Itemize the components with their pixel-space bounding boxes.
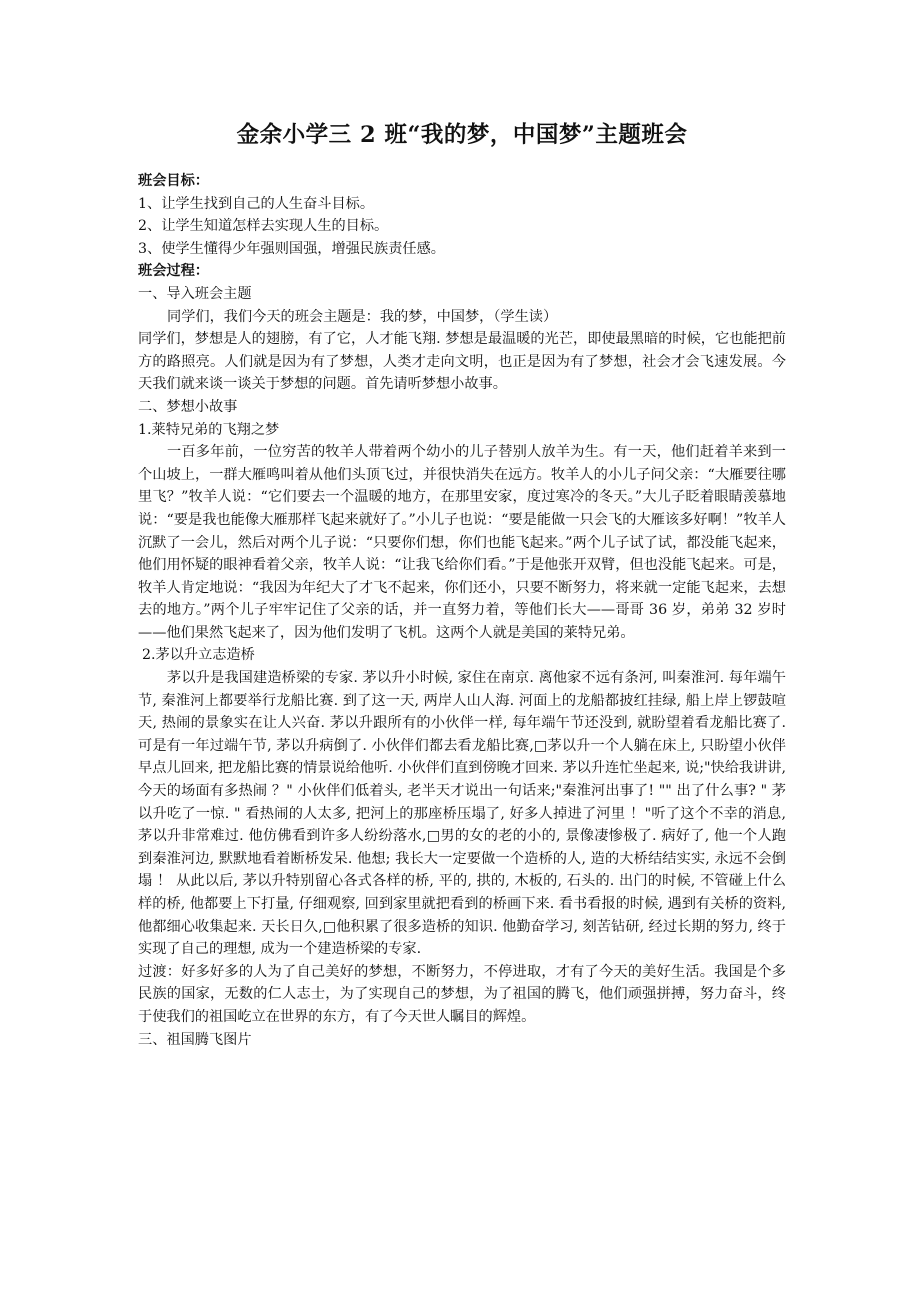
goal-item-3: 3、使学生懂得少年强则国强，增强民族责任感。 [138, 240, 445, 257]
story1-text: 一百多年前，一位穷苦的牧羊人带着两个幼小的儿子替别人放羊为生。有一天，他们赶着羊来到一个山坡上，一群大雁鸣叫着从他们头顶飞过，并很快消失在远方。牧羊人的小儿子问父亲：“大雁要往哪里飞？”牧羊人说：“它们要去一个温暖的地方，在那里安家，度过寒冷的冬天。”大儿子眨着眼睛羡慕地说：“要是我也能像大雁那样飞起来就好了。”小儿子也说：“要是能做一只会飞的大雁该多好啊！”牧羊人沉默了一会儿，然后对两个儿子说：“只要你们想，你们也能飞起来。”两个儿子试了试，都没能飞起来，他们用怀疑的眼神看着父亲，牧羊人说：“让我飞给你们看。”于是他张开双臂，但也没能飞起来。可是，牧羊人肯定地说：“我因为年纪大了才飞不起来，你们还小，只要不断努力，将来就一定能飞起来，去想去的地方。”两个儿子牢牢记住了父亲的话，并一直努力着，等他们长大——哥哥 36 岁，弟弟 32 岁时——他们果然飞起来了，因为他们发明了飞机。这两个人就是美国的莱特兄弟。 [138, 444, 786, 641]
transition-paragraph: 过渡：好多好多的人为了自己美好的梦想，不断努力，不停进取，才有了今天的美好生活。我国是个多民族的国家，无数的仁人志士，为了实现自己的梦想，为了祖国的腾飞，他们顽强拼搏，努力奋斗，终于使我们的祖国屹立在世界的东方，有了今天世人瞩目的辉煌。 [138, 963, 786, 1025]
goal-item-1: 1、让学生找到自己的人生奋斗目标。 [138, 195, 375, 212]
goals-heading: 班会目标： [138, 173, 209, 189]
section2-heading: 二、梦想小故事 [138, 398, 238, 415]
section1-heading: 一、导入班会主题 [138, 285, 252, 302]
goal-item-2: 2、让学生知道怎样去实现人生的目标。 [138, 218, 389, 235]
story1-title: 1.莱特兄弟的飞翔之梦 [138, 421, 280, 438]
document-page [138, 120, 786, 1051]
document-title: 金余小学三 2 班“我的梦，中国梦”主题班会 [236, 122, 688, 148]
section1-paragraph: 同学们，梦想是人的翅膀，有了它，人才能飞翔. 梦想是最温暖的光芒，即使最黑暗的时候，它也能把前方的路照亮。人们就是因为有了梦想，人类才走向文明，也正是因为有了梦想，社会才会飞速发展。今天我们就来谈一谈关于梦想的问题。首先请听梦想小故事。 [138, 331, 786, 393]
story2-title: 2.茅以升立志造桥 [142, 647, 255, 664]
section3-heading: 三、祖国腾飞图片 [138, 1031, 252, 1048]
process-heading: 班会过程： [138, 263, 209, 280]
story2-text: 茅以升是我国建造桥梁的专家. 茅以升小时候, 家住在南京. 离他家不远有条河, 叫秦淮河. 每年端午节, 秦淮河上都要举行龙船比赛. 到了这一天, 两岸人山人海. 河面上的龙船都披红挂绿, 船上岸上锣鼓喧天, 热闹的景象实在让人兴奋. 茅以升跟所有的小伙伴一样, 每年端午节还没到, 就盼望着看龙船比赛了. 可是有一年过端午节, 茅以升病倒了. 小伙伴们都去看龙船比赛,□茅以升一个人躺在床上, 只盼望小伙伴早点儿回来, 把龙船比赛的情景说给他听. 小伙伴们直到傍晚才回来. 茅以升连忙坐起来, 说;"快给我讲讲, 今天的场面有多热闹 ？" 小伙伴们低着头, 老半天才说出一句话来;"秦淮河出事了! "" 出了什么事? " 茅以升吃了一惊. " 看热闹的人太多, 把河上的那座桥压塌了, 好多人掉进了河里 ！"听了这个不幸的消息, 茅以升非常难过. 他仿佛看到许多人纷纷落水,□男的女的老的小的, 景像凄惨极了. 病好了, 他一个人跑到秦淮河边, 默默地看着断桥发呆. 他想; 我长大一定要做一个造桥的人, 造的大桥结结实实, 永远不会倒塌 ！ 从此以后, 茅以升特别留心各式各样的桥, 平的, 拱的, 木板的, 石头的. 出门的时候, 不管碰上什么样的桥, 他都要上下打量, 仔细观察, 回到家里就把看到的桥画下来. 看书看报的时候, 遇到有关桥的资料, 他都细心收集起来. 天长日久,□他积累了很多造桥的知识. 他勤奋学习, 刻苦钻研, 经过长期的努力, 终于实现了自己的理想, 成为一个建造桥梁的专家. [138, 670, 786, 958]
section1-intro-line: 同学们，我们今天的班会主题是：我的梦，中国梦，（学生读） [167, 308, 558, 325]
